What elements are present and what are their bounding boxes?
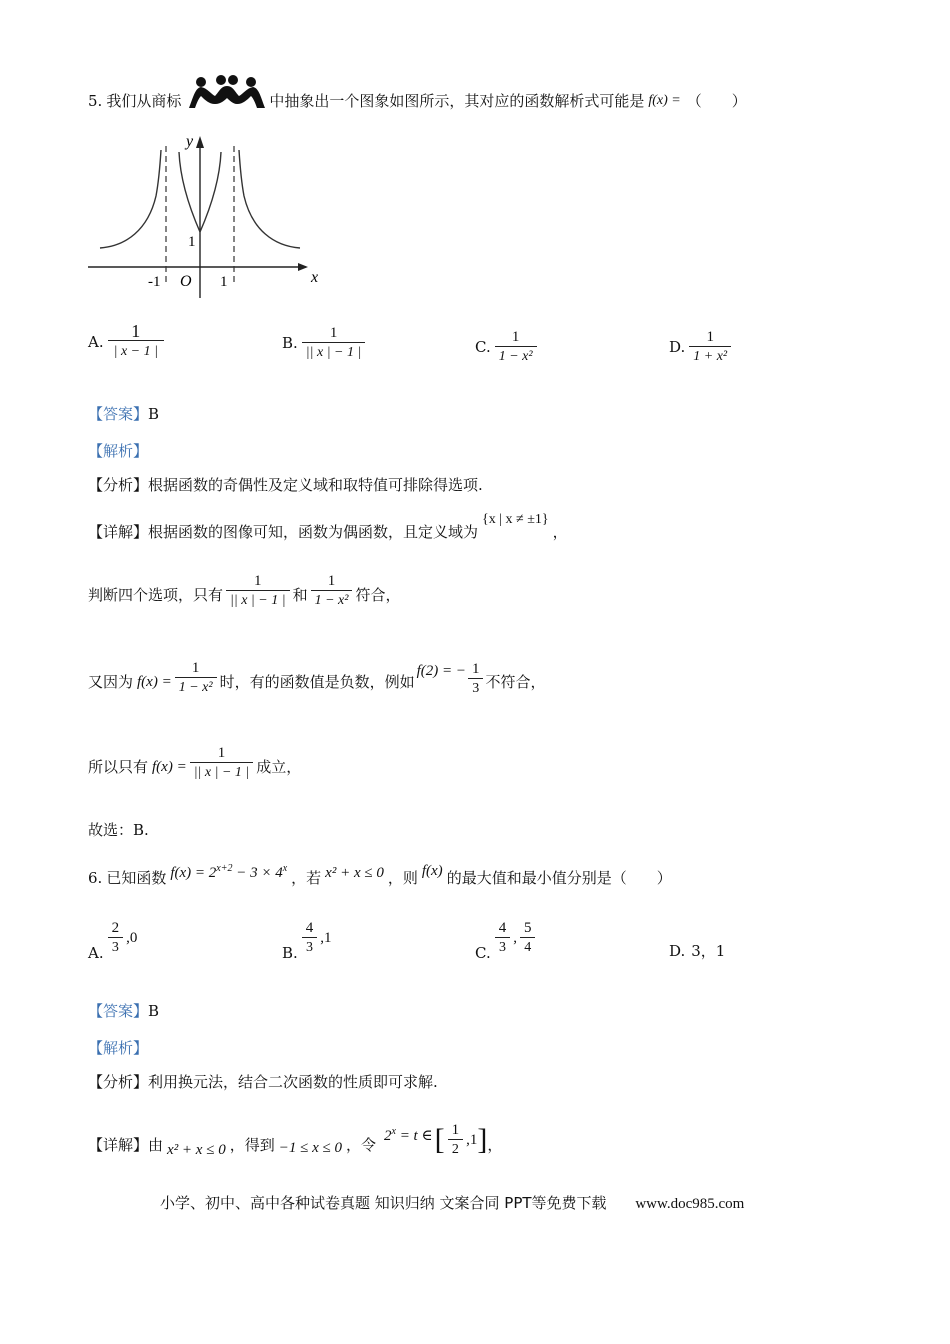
jiexi-tag: 【解析】 xyxy=(88,442,149,460)
option-label: D. xyxy=(669,941,686,960)
option-fraction xyxy=(108,322,164,361)
frac-num: 1 xyxy=(451,1122,460,1138)
func-exp1: x+2 xyxy=(216,863,233,874)
q5-option-b xyxy=(282,324,368,362)
xj3-text-b: 时，有的函数值是负数，例如 xyxy=(219,673,415,691)
xiangjie-tag: 【详解】 xyxy=(88,523,149,541)
frac-den: 3 xyxy=(495,937,510,957)
answer-tag: 【答案】 xyxy=(88,405,149,423)
interval-left-bracket: [ xyxy=(434,1123,445,1156)
xj2-fraction-1 xyxy=(226,572,290,610)
option-rest: ,0 xyxy=(126,929,138,946)
xiangjie-tag: 【详解】 xyxy=(88,1136,149,1154)
xj1-text-a: 由 xyxy=(148,1136,164,1154)
pos-one-label: 1 xyxy=(220,274,228,290)
jiexi-tag: 【解析】 xyxy=(88,1039,149,1057)
q5-xiangjie-line2 xyxy=(88,573,401,610)
guxuan-text: 故选：B. xyxy=(88,821,149,839)
xj1-substitution xyxy=(384,1122,433,1146)
xj3-value-fraction xyxy=(468,660,484,698)
option-label: A. xyxy=(88,944,104,962)
option-comma: , xyxy=(513,929,517,946)
frac-num: 1 xyxy=(329,325,338,341)
xj1-text-b: ，得到 xyxy=(229,1136,275,1154)
footer-url: www.doc985.com xyxy=(635,1196,745,1212)
xj1-range: −1 ≤ x ≤ 0 xyxy=(278,1140,342,1156)
xj2-text-b: 符合， xyxy=(355,586,401,604)
footer-text: 小学、初中、高中各种试卷真题 知识归纳 文案合同 PPT等免费下载 xyxy=(160,1194,607,1212)
q5-xiangjie-line4 xyxy=(88,745,302,782)
option-fraction xyxy=(302,324,366,362)
q6-stem-c: ，则 xyxy=(387,869,418,887)
xj4-text-a: 所以只有 xyxy=(88,758,149,776)
interval-fraction xyxy=(448,1121,464,1159)
frac-den: 1 − x² xyxy=(495,346,537,366)
xj2-and: 和 xyxy=(292,586,308,604)
q5-jiexi-line xyxy=(88,441,148,461)
q6-stem-d: 的最大值和最小值分别是（ ） xyxy=(446,869,672,887)
frac-num: 1 xyxy=(327,573,336,589)
neg-one-label: -1 xyxy=(148,274,161,290)
y-label: y xyxy=(186,133,194,150)
frac-num: 1 xyxy=(471,661,480,677)
q6-option-b xyxy=(282,914,332,962)
option-label: C. xyxy=(475,944,491,962)
fenxi-text: 利用换元法，结合二次函数的性质即可求解. xyxy=(148,1073,438,1091)
xj1-text-c: ，令 xyxy=(345,1136,376,1154)
q5-option-d xyxy=(669,328,734,366)
q6-option-a xyxy=(88,914,137,962)
frac-den: 2 xyxy=(448,1139,463,1159)
q5-function-graph xyxy=(86,126,346,306)
func-mid: − 3 × 4 xyxy=(232,865,283,881)
xj4-text-b: 成立， xyxy=(256,758,302,776)
sub-base: 2 xyxy=(383,1128,392,1144)
q6-cond: x² + x ≤ 0 xyxy=(325,865,384,881)
q6-stem-b: ，若 xyxy=(291,869,322,887)
q5-answer-line xyxy=(88,404,159,424)
curve-right-outer xyxy=(239,150,300,248)
xj3-fraction xyxy=(175,659,217,697)
y-one-label: 1 xyxy=(188,234,196,250)
fenxi-tag: 【分析】 xyxy=(88,476,149,494)
domain-set: {x | x ≠ ±1} xyxy=(482,512,549,527)
q5-paren: （ ） xyxy=(686,92,747,110)
q6-func xyxy=(170,859,287,883)
frac-num: 1 xyxy=(511,329,520,345)
xiangjie-text: 根据函数的图像可知，函数为偶函数，且定义域为 xyxy=(148,523,479,541)
frac-den: 3 xyxy=(468,678,483,698)
answer-value: B xyxy=(148,405,160,423)
x-axis-arrow xyxy=(298,263,308,271)
frac-den: 3 xyxy=(302,937,317,957)
q5-fx: f(x) = xyxy=(648,93,681,108)
q6-xiangjie-line1 xyxy=(88,1122,503,1160)
sub-exp: x xyxy=(391,1126,396,1137)
frac-num: 4 xyxy=(305,920,314,936)
q6-answer-line xyxy=(88,1001,159,1021)
q6-option-d xyxy=(669,940,725,961)
q5-guxuan-line xyxy=(88,820,149,840)
frac-num: 1 xyxy=(254,573,262,589)
xj1-cond: x² + x ≤ 0 xyxy=(167,1142,226,1158)
q5-option-a xyxy=(88,322,167,361)
q5-xiangjie-line3 xyxy=(88,660,546,698)
x-label: x xyxy=(311,269,319,286)
option-label: B. xyxy=(282,334,298,352)
option-rest: ,1 xyxy=(320,929,332,946)
q5-stem xyxy=(88,90,747,112)
frac-den: 4 xyxy=(520,937,535,957)
q5-stem-text-a: 我们从商标 xyxy=(106,92,182,110)
xj4-fraction xyxy=(190,744,254,782)
q5-option-c xyxy=(475,328,540,366)
sub-eq: = t ∈ xyxy=(395,1128,433,1144)
xj3-fx: f(x) = xyxy=(137,674,172,690)
frac-num: 1 xyxy=(131,321,141,341)
q6-stem-a: 已知函数 xyxy=(106,869,167,887)
option-text: 3，1 xyxy=(691,942,726,960)
option-label: C. xyxy=(475,338,491,356)
frac-num: 5 xyxy=(523,920,532,936)
fenxi-text: 根据函数的奇偶性及定义域和取特值可排除得选项. xyxy=(148,476,483,494)
q6-stem xyxy=(88,863,672,888)
frac-den: 1 − x² xyxy=(311,590,353,610)
xj2-text-a: 判断四个选项，只有 xyxy=(88,586,224,604)
interval-right-bracket: ] xyxy=(477,1123,488,1156)
q6-option-c xyxy=(475,914,538,962)
option-fraction xyxy=(495,328,537,366)
option-label: B. xyxy=(282,944,298,962)
func-exp2: x xyxy=(282,863,288,874)
kappa-logo-image xyxy=(185,74,267,112)
interval-rest: ,1 xyxy=(466,1132,478,1148)
frac-den: || x | − 1 | xyxy=(190,762,254,782)
option-label: A. xyxy=(88,332,104,351)
frac-num: 2 xyxy=(111,920,120,936)
answer-value: B xyxy=(148,1002,160,1020)
origin-label: O xyxy=(180,273,192,290)
xj3-f2: f(2) = − xyxy=(416,663,466,679)
xj1-end: ， xyxy=(487,1136,503,1154)
fenxi-tag: 【分析】 xyxy=(88,1073,149,1091)
frac-den: 1 + x² xyxy=(689,346,731,366)
option-fraction xyxy=(108,919,124,957)
q5-number: 5. xyxy=(88,92,103,110)
frac-den: || x | − 1 | xyxy=(226,590,290,610)
curve-left-outer xyxy=(100,150,161,248)
option-fraction-1 xyxy=(495,919,511,957)
xj4-fx: f(x) = xyxy=(152,759,187,775)
q5-xiangjie-line1 xyxy=(88,512,568,542)
answer-tag: 【答案】 xyxy=(88,1002,149,1020)
xj2-fraction-2 xyxy=(311,572,353,610)
xiangjie-end: ， xyxy=(552,523,568,541)
frac-den: 1 − x² xyxy=(175,677,217,697)
q6-jiexi-line xyxy=(88,1038,148,1058)
y-axis-arrow xyxy=(196,136,204,148)
q6-fx: f(x) xyxy=(421,863,443,879)
q5-stem-text-b: 中抽象出一个图象如图所示，其对应的函数解析式可能是 xyxy=(269,92,645,110)
frac-den: | x − 1 | xyxy=(108,340,164,361)
q6-number: 6. xyxy=(88,869,103,887)
frac-den: || x | − 1 | xyxy=(302,342,366,362)
option-fraction xyxy=(689,328,731,366)
xj3-text-c: 不符合， xyxy=(485,673,546,691)
xj3-text-a: 又因为 xyxy=(88,673,134,691)
frac-den: 3 xyxy=(108,937,123,957)
option-fraction-2 xyxy=(520,919,536,957)
frac-num: 1 xyxy=(706,329,714,345)
frac-num: 4 xyxy=(498,920,507,936)
frac-num: 1 xyxy=(191,660,200,676)
frac-num: 1 xyxy=(217,745,226,761)
option-label: D. xyxy=(669,338,686,356)
q6-fenxi-line xyxy=(88,1072,438,1092)
func-base: f(x) = 2 xyxy=(170,865,217,881)
q5-fenxi-line xyxy=(88,475,483,495)
option-fraction xyxy=(302,919,318,957)
page-footer xyxy=(160,1192,744,1213)
